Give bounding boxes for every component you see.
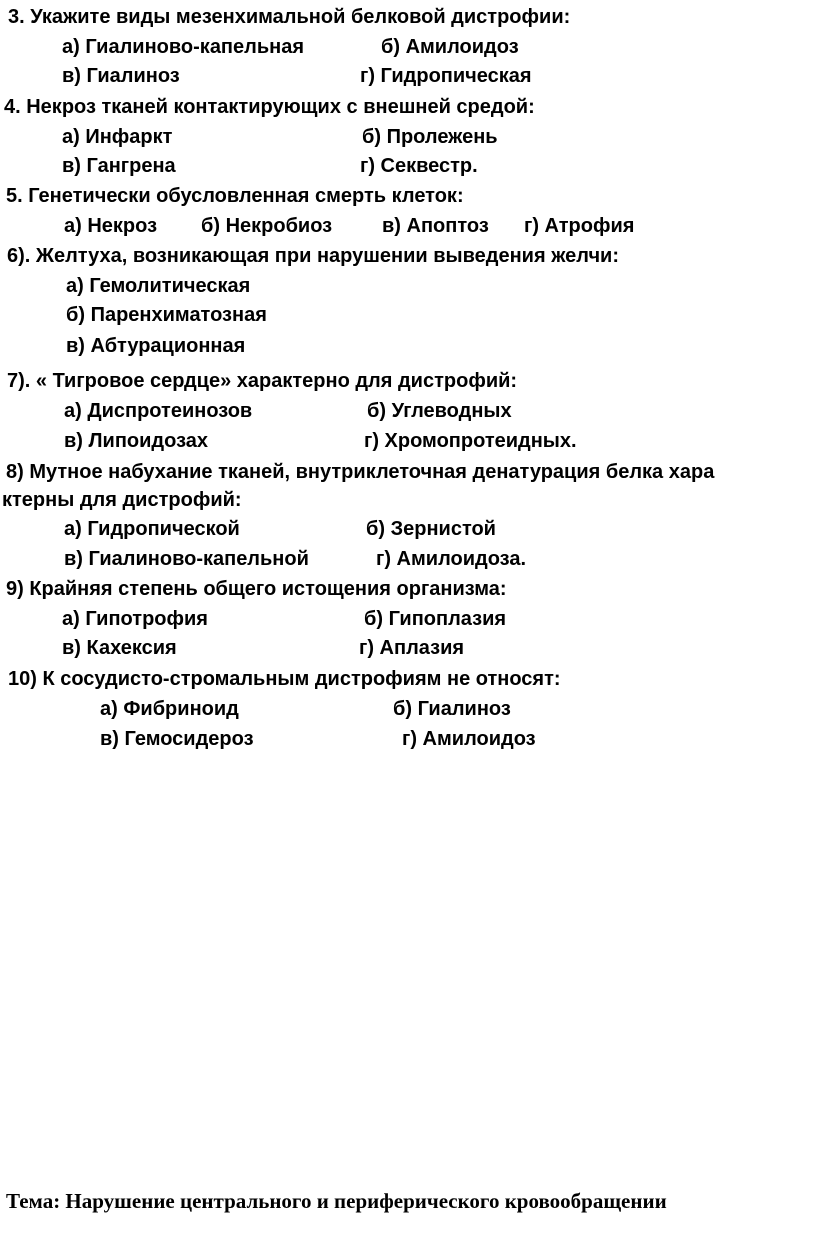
question-9-option-b: б) Гипоплазия: [364, 608, 507, 630]
question-6-option-c: в) Абтурационная: [66, 335, 246, 357]
question-4-option-c: в) Гангрена: [62, 155, 176, 177]
question-4-option-d: г) Секвестр.: [360, 155, 478, 177]
question-10-option-d: г) Амилоидоз: [402, 728, 536, 750]
question-3-option-c: в) Гиалиноз: [62, 65, 180, 87]
question-6-option-a: а) Гемолитическая: [66, 275, 251, 297]
question-8-line-1: 8) Мутное набухание тканей, внутриклеточная денатурация белка хара: [6, 461, 715, 483]
question-8-option-b: б) Зернистой: [366, 518, 496, 540]
question-3-option-b: б) Амилоидоз: [381, 36, 519, 58]
question-6: 6). Желтуха, возникающая при нарушении выведения желчи:: [7, 245, 620, 267]
question-7-option-d: г) Хромопротеидных.: [364, 430, 577, 452]
question-3-option-a: а) Гиалиново-капельная: [62, 36, 305, 58]
question-3-option-d: г) Гидропическая: [360, 65, 532, 87]
question-8-option-d: г) Амилоидоза.: [376, 548, 527, 570]
question-7-option-a: а) Диспротеинозов: [64, 400, 253, 422]
question-7: 7). « Тигровое сердце» характерно для дистрофий:: [7, 370, 518, 392]
question-10-option-b: б) Гиалиноз: [393, 698, 511, 720]
question-5-option-a: а) Некроз: [64, 215, 158, 237]
question-10-option-c: в) Гемосидероз: [100, 728, 254, 750]
question-5-option-b: б) Некробиоз: [201, 215, 333, 237]
question-9-option-c: в) Кахексия: [62, 637, 177, 659]
question-4-option-b: б) Пролежень: [362, 126, 498, 148]
question-3: 3. Укажите виды мезенхимальной белковой дистрофии:: [8, 6, 571, 28]
question-9: 9) Крайняя степень общего истощения организма:: [6, 578, 507, 600]
question-6-option-b: б) Паренхиматозная: [66, 304, 267, 326]
question-8-option-a: а) Гидропической: [64, 518, 240, 540]
question-5: 5. Генетически обусловленная смерть клеток:: [6, 185, 464, 207]
question-8-option-c: в) Гиалиново-капельной: [64, 548, 309, 570]
topic-heading: Тема: Нарушение центрального и периферического кровообращении: [6, 1189, 667, 1213]
question-9-option-a: а) Гипотрофия: [62, 608, 208, 630]
question-5-option-d: г) Атрофия: [524, 215, 635, 237]
question-7-option-b: б) Углеводных: [367, 400, 512, 422]
question-7-option-c: в) Липоидозах: [64, 430, 209, 452]
question-4: 4. Некроз тканей контактирующих с внешней средой:: [4, 96, 535, 118]
question-8-line-2: ктерны для дистрофий:: [2, 489, 242, 511]
question-9-option-d: г) Аплазия: [359, 637, 465, 659]
question-5-option-c: в) Апоптоз: [382, 215, 489, 237]
question-4-option-a: а) Инфаркт: [62, 126, 173, 148]
question-10: 10) К сосудисто-стромальным дистрофиям не относят:: [8, 668, 561, 690]
question-10-option-a: а) Фибриноид: [100, 698, 239, 720]
